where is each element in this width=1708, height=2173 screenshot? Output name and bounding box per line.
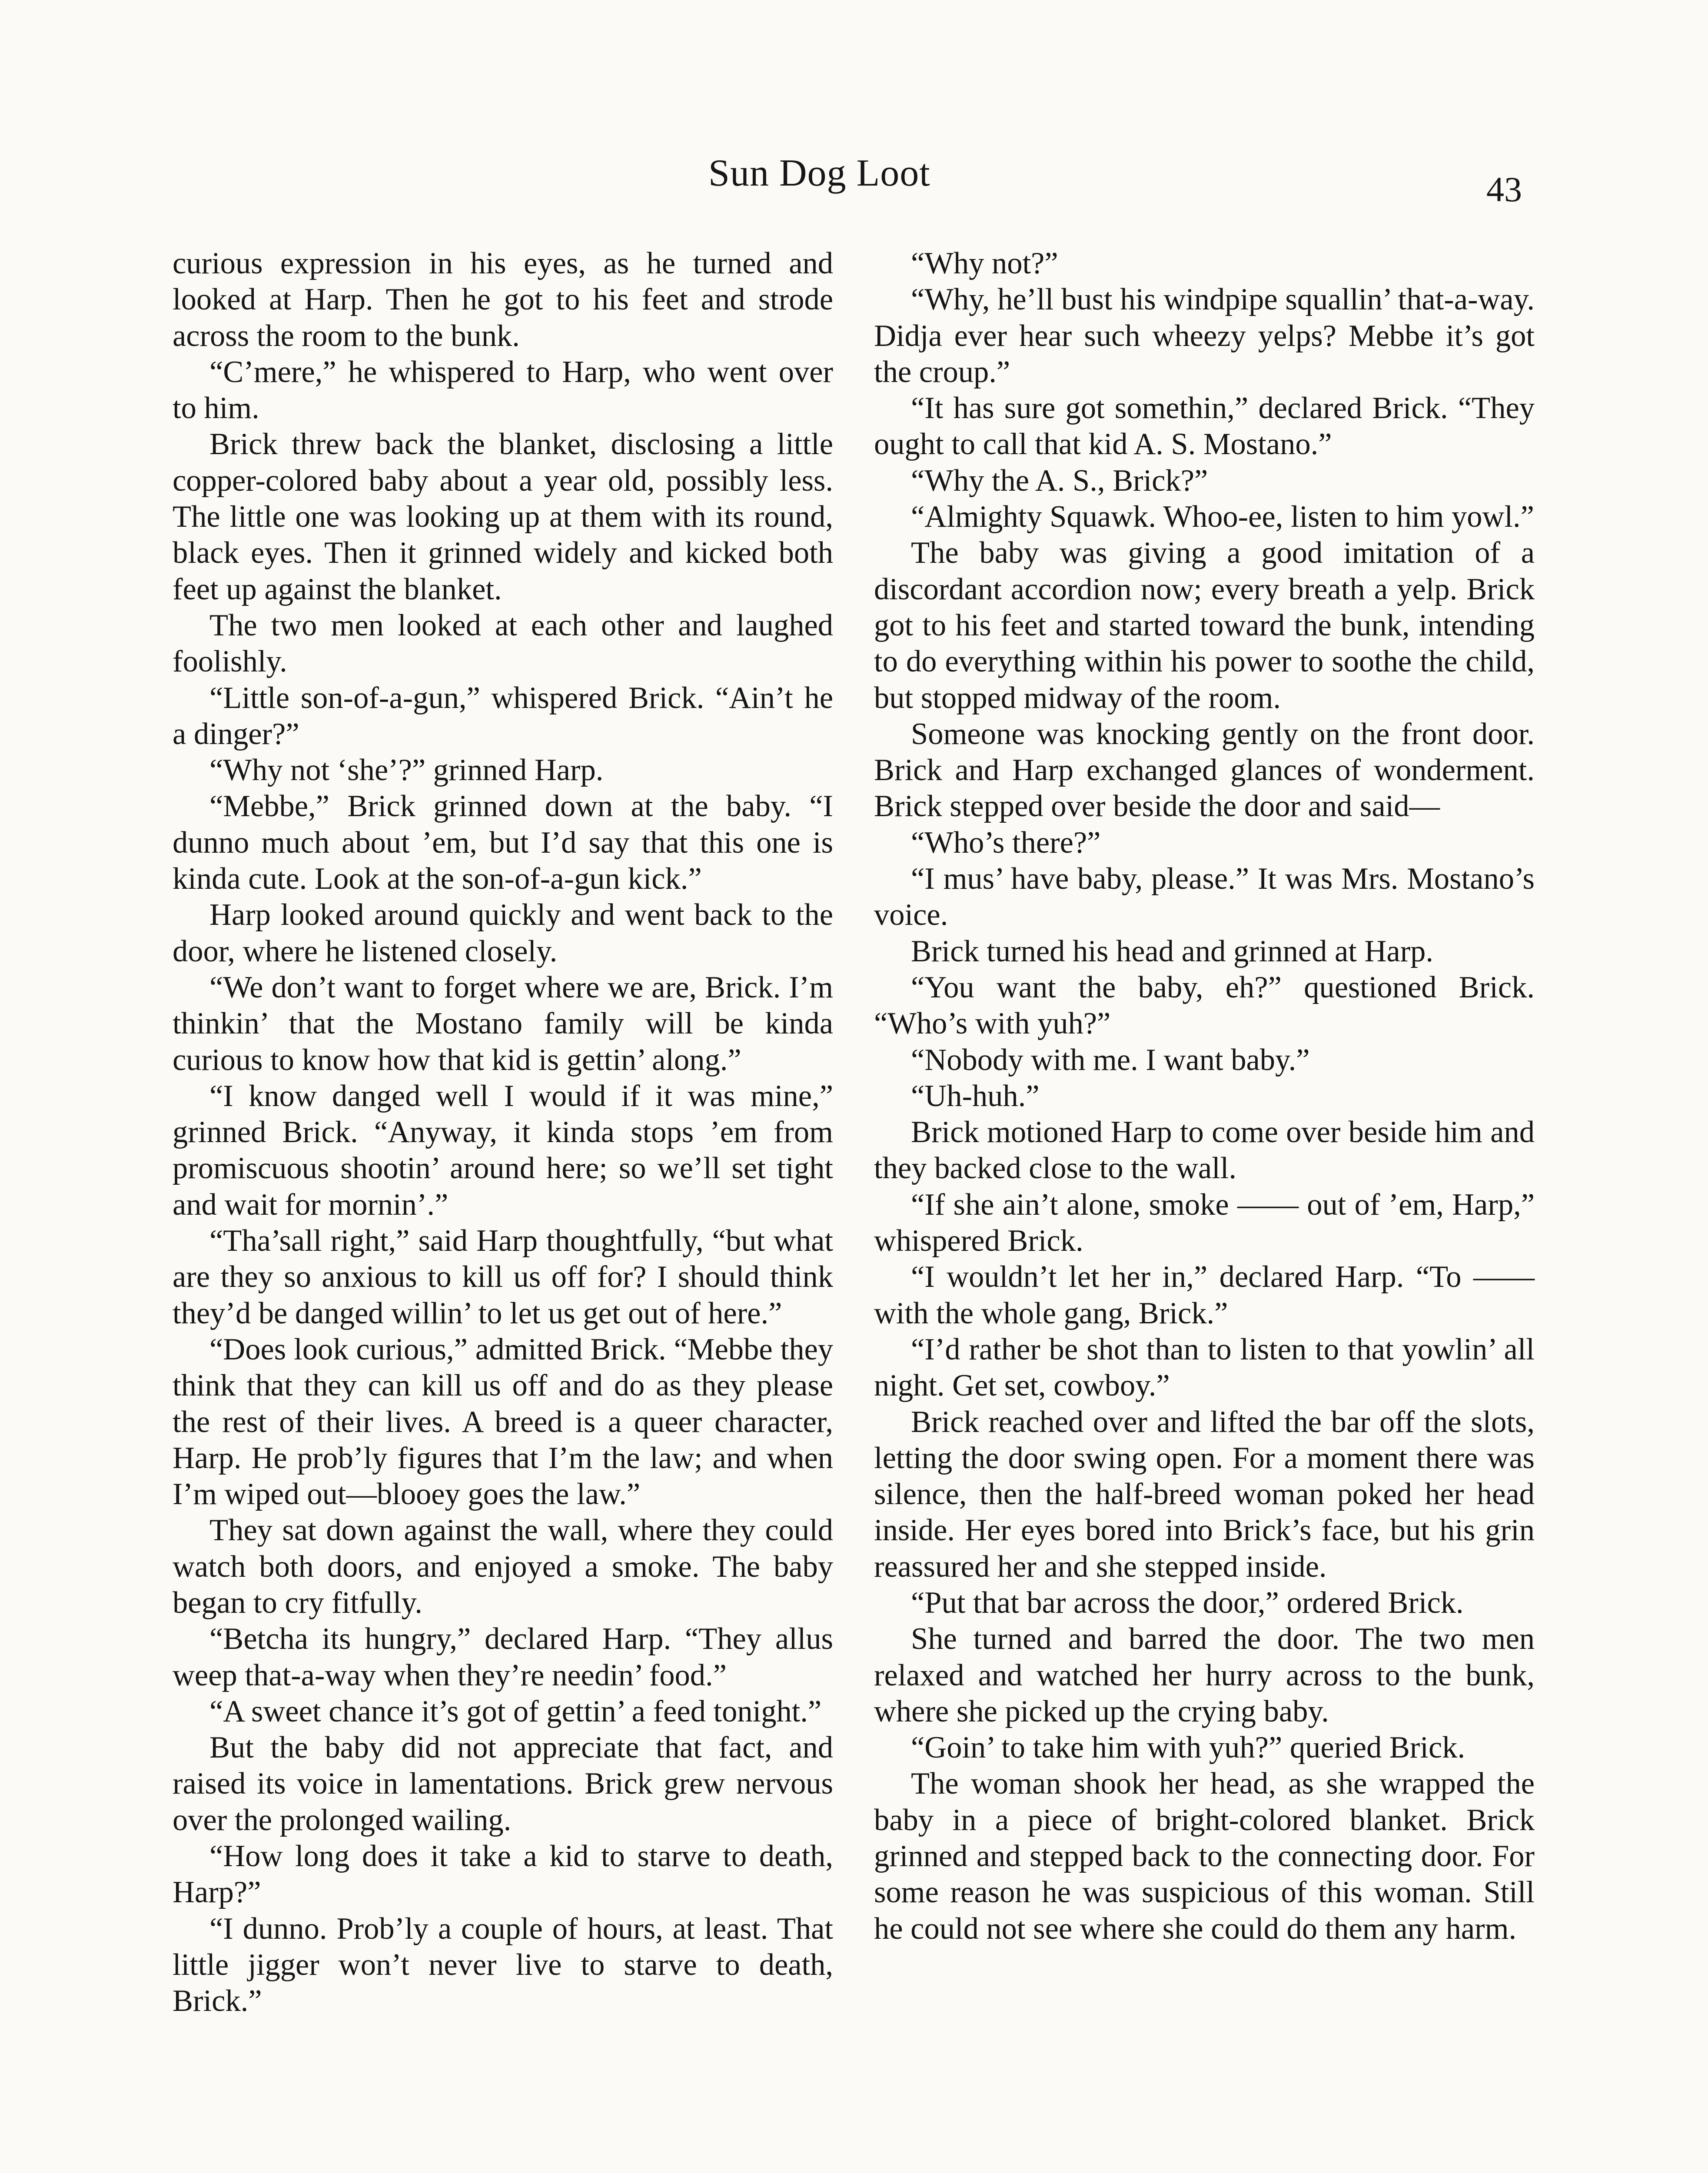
paragraph: “I dunno. Prob’ly a couple of hours, at least. That little jigger won’t never live to starve to death, Brick.” <box>173 1911 833 2018</box>
paragraph: “Nobody with me. I want baby.” <box>911 1043 1310 1077</box>
paragraph: “If she ain’t alone, smoke —— out of ’em, Harp,” whispered Brick. <box>874 1187 1535 1258</box>
page-title: Sun Dog Loot <box>708 152 930 194</box>
paragraph: “I’d rather be shot than to listen to that yowlin’ all night. Get set, cowboy.” <box>874 1332 1535 1403</box>
paragraph: “Almighty Squawk. Whoo-ee, listen to him yowl.” <box>911 500 1534 534</box>
paragraph: “Why, he’ll bust his windpipe squallin’ that-a-way. Didja ever hear such wheezy yelps? Mebbe it’s got the croup.” <box>874 282 1535 389</box>
paragraph: “Little son-of-a-gun,” whispered Brick. “Ain’t he a dinger?” <box>173 681 833 751</box>
paragraph: Brick threw back the blanket, disclosing a little copper-colored baby about a year old, possibly less. The little one was looking up at them with its round, black eyes. Then it grinned widely and kicked both feet up against the blanket. <box>173 427 833 606</box>
paragraph: curious expression in his eyes, as he turned and looked at Harp. Then he got to his feet and strode across the room to the bunk. <box>173 246 833 353</box>
page-number: 43 <box>1486 169 1522 209</box>
paragraph: She turned and barred the door. The two men relaxed and watched her hurry across to the bunk, where she picked up the crying baby. <box>874 1622 1535 1728</box>
paragraph: Brick turned his head and grinned at Harp. <box>911 934 1434 968</box>
paragraph: Someone was knocking gently on the front door. Brick and Harp exchanged glances of wonderment. Brick stepped over beside the door and said— <box>874 717 1535 824</box>
paragraph: Harp looked around quickly and went back to the door, where he listened closely. <box>173 898 833 968</box>
paragraph: “It has sure got somethin,” declared Brick. “They ought to call that kid A. S. Mostano.” <box>874 391 1535 462</box>
paragraph: “Tha’sall right,” said Harp thoughtfully, “but what are they so anxious to kill us off for? I should think they’d be danged willin’ to let us get out of here.” <box>173 1224 833 1330</box>
paragraph: “I know danged well I would if it was mine,” grinned Brick. “Anyway, it kinda stops ’em from promiscuous shootin’ around here; so we’ll set tight and wait for mornin’.” <box>173 1079 833 1222</box>
paragraph: “I wouldn’t let her in,” declared Harp. “To —— with the whole gang, Brick.” <box>874 1260 1535 1330</box>
paragraph: “A sweet chance it’s got of gettin’ a feed tonight.” <box>209 1694 822 1728</box>
paragraph: “I mus’ have baby, please.” It was Mrs. Mostano’s voice. <box>874 862 1535 932</box>
paragraph: “Goin’ to take him with yuh?” queried Brick. <box>911 1731 1465 1765</box>
paragraph: “We don’t want to forget where we are, Brick. I’m thinkin’ that the Mostano family will be kinda curious to know how that kid is gettin’ along.” <box>173 970 833 1077</box>
paragraph: “Uh-huh.” <box>911 1079 1040 1113</box>
paragraph: The two men looked at each other and laughed foolishly. <box>173 608 833 679</box>
paragraph: “You want the baby, eh?” questioned Brick. “Who’s with yuh?” <box>874 970 1535 1041</box>
paragraph: “Betcha its hungry,” declared Harp. “They allus weep that-a-way when they’re needin’ food.” <box>173 1622 833 1692</box>
paragraph: They sat down against the wall, where they could watch both doors, and enjoyed a smoke. The baby began to cry fitfully. <box>173 1513 833 1620</box>
paragraph: “Does look curious,” admitted Brick. “Mebbe they think that they can kill us off and do as they please the rest of their lives. A breed is a queer character, Harp. He prob’ly figures that I’m the law; and when I’m wiped out—blooey goes the law.” <box>173 1332 833 1512</box>
paragraph: Brick reached over and lifted the bar off the slots, letting the door swing open. For a moment there was silence, then the half-breed woman poked her head inside. Her eyes bored into Brick’s face, but his grin reassured her and she stepped inside. <box>874 1405 1535 1584</box>
paragraph: Brick motioned Harp to come over beside him and they backed close to the wall. <box>874 1115 1535 1186</box>
paragraph: The baby was giving a good imitation of a discordant accordion now; every breath a yelp. Brick got to his feet and started toward the bunk, intending to do everything within his power to soothe the child, but stopped midway of the room. <box>874 536 1535 715</box>
paragraph: “Why not?” <box>911 246 1058 280</box>
paragraph: But the baby did not appreciate that fact, and raised its voice in lamentations. Brick grew nervous over the prolonged wailing. <box>173 1731 833 1837</box>
paragraph: “Why not ‘she’?” grinned Harp. <box>209 753 604 787</box>
paragraph: “Put that bar across the door,” ordered Brick. <box>911 1585 1464 1620</box>
paragraph: “Who’s there?” <box>911 825 1101 860</box>
paragraph: The woman shook her head, as she wrapped the baby in a piece of bright-colored blanket. Brick grinned and stepped back to the connecting door. For some reason he was suspicious of this woman. Still he could not see where she could do them any harm. <box>874 1767 1535 1946</box>
paragraph: “C’mere,” he whispered to Harp, who went over to him. <box>173 355 833 425</box>
paragraph: “Why the A. S., Brick?” <box>911 463 1208 498</box>
left-column <box>173 246 833 2020</box>
right-column <box>874 246 1535 1947</box>
paragraph: “How long does it take a kid to starve to death, Harp?” <box>173 1839 833 1910</box>
paragraph: “Mebbe,” Brick grinned down at the baby. “I dunno much about ’em, but I’d say that this one is kinda cute. Look at the son-of-a-gun kick.” <box>173 789 833 896</box>
